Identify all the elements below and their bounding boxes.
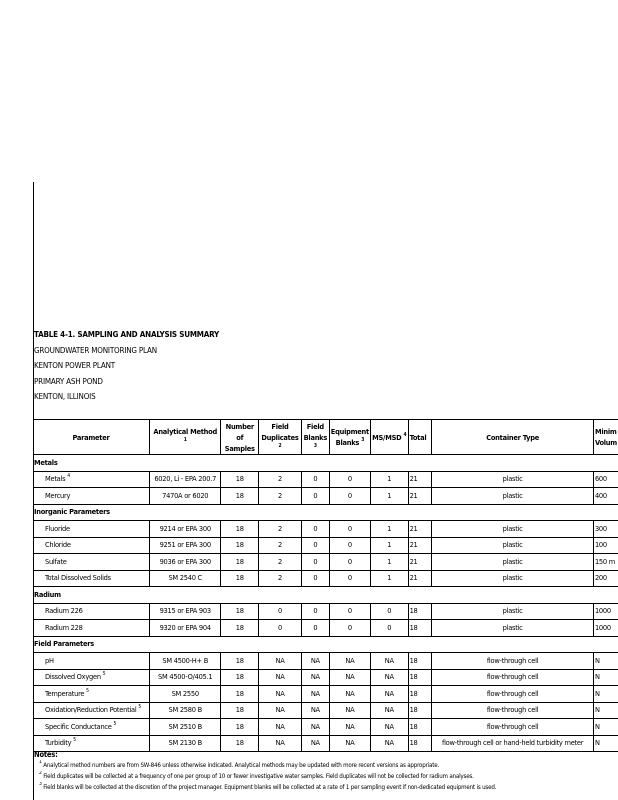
cell-samples: 18 [221,570,259,587]
cell-samples: 18 [221,488,259,505]
cell-volume: N [593,669,618,686]
cell-duplicates: NA [259,669,302,686]
cell-total: 21 [408,471,432,488]
cell-total: 18 [408,603,432,620]
cell-container: plastic [432,471,594,488]
cell-parameter: Chloride [33,537,149,554]
cell-container: flow-through cell [432,669,594,686]
cell-blanks: 0 [301,537,329,554]
cell-total: 18 [408,702,432,719]
cell-method: SM 2540 C [149,570,220,587]
cell-parameter: Temperature $^5$ [33,686,149,703]
cell-msmsd: NA [370,653,408,670]
header-line-2: KENTON POWER PLANT [34,361,115,370]
cell-volume: 1000 [593,620,618,637]
cell-volume: 100 [593,537,618,554]
table-row [33,603,618,620]
cell-equipment: NA [329,686,370,703]
cell-parameter: Radium 226 [33,603,149,620]
header-line-3: PRIMARY ASH POND [34,376,103,386]
cell-equipment: NA [329,702,370,719]
cell-blanks: 0 [301,521,329,538]
cell-duplicates: NA [259,702,302,719]
cell-total: 21 [408,554,432,571]
cell-duplicates: NA [259,735,302,752]
cell-samples: 18 [221,735,259,752]
cell-equipment: 0 [329,488,370,505]
note-1: $^1$ Analytical method numbers are from SW-846 unless otherwise indicated. Analytical methods may be updated with more recent versions as appropriate. [39,760,440,769]
cell-total: 21 [408,488,432,505]
sampling-analysis-table [33,419,618,752]
cell-samples: 18 [221,521,259,538]
cell-msmsd: NA [370,735,408,752]
col-total: Total [408,420,432,455]
cell-parameter: Metals $^4$ [33,471,149,488]
cell-samples: 18 [221,669,259,686]
cell-msmsd: 1 [370,488,408,505]
table-row [33,521,618,538]
cell-volume: 200 [593,570,618,587]
cell-duplicates: NA [259,719,302,736]
table-row [33,570,618,587]
cell-container: flow-through cell [432,702,594,719]
cell-samples: 18 [221,719,259,736]
notes-block [34,749,618,793]
cell-equipment: NA [329,669,370,686]
cell-equipment: 0 [329,537,370,554]
cell-volume: N [593,735,618,752]
cell-msmsd: 0 [370,620,408,637]
cell-total: 21 [408,521,432,538]
cell-equipment: 0 [329,554,370,571]
col-number-of-samples: Number of Samples [221,420,259,455]
header-line-4: KENTON, ILLINOIS [34,392,96,401]
cell-container: flow-through cell [432,686,594,703]
cell-method: 6020, Li - EPA 200.7 [149,471,220,488]
cell-equipment: 0 [329,471,370,488]
cell-total: 18 [408,719,432,736]
cell-equipment: 0 [329,620,370,637]
cell-equipment: 0 [329,521,370,538]
cell-volume: 150 m [593,554,618,571]
group-row [33,504,618,521]
table-row [33,554,618,571]
cell-samples: 18 [221,471,259,488]
cell-container: plastic [432,488,594,505]
col-container-type: Container Type [432,420,594,455]
cell-msmsd: 1 [370,554,408,571]
cell-equipment: NA [329,719,370,736]
table-row [33,702,618,719]
cell-parameter: Specific Conductance $^5$ [33,719,149,736]
cell-blanks: 0 [301,620,329,637]
cell-method: 9320 or EPA 904 [149,620,220,637]
cell-parameter: Oxidation/Reduction Potential $^5$ [33,702,149,719]
cell-volume: N [593,719,618,736]
cell-equipment: 0 [329,603,370,620]
cell-samples: 18 [221,537,259,554]
cell-total: 21 [408,537,432,554]
cell-total: 18 [408,669,432,686]
cell-volume: N [593,653,618,670]
cell-volume: 300 [593,521,618,538]
cell-duplicates: 2 [259,570,302,587]
cell-msmsd: 1 [370,537,408,554]
header-line-1: GROUNDWATER MONITORING PLAN [34,345,157,355]
cell-volume: N [593,702,618,719]
cell-method: 9214 or EPA 300 [149,521,220,538]
cell-samples: 18 [221,653,259,670]
cell-msmsd: NA [370,669,408,686]
cell-duplicates: 2 [259,471,302,488]
table-title: TABLE 4-1. SAMPLING AND ANALYSIS SUMMARY [34,330,220,339]
cell-blanks: NA [301,653,329,670]
cell-method: SM 2550 [149,686,220,703]
notes-label: Notes: [34,750,58,759]
cell-volume: 1000 [593,603,618,620]
cell-samples: 18 [221,686,259,703]
col-minimum-volume: Minim Volum [593,420,618,455]
cell-msmsd: NA [370,702,408,719]
group-label: Inorganic Parameters [33,504,618,521]
cell-blanks: 0 [301,570,329,587]
cell-parameter: Fluoride [33,521,149,538]
cell-equipment: NA [329,735,370,752]
cell-method: SM 2510 B [149,719,220,736]
cell-parameter: Radium 228 [33,620,149,637]
cell-method: 7470A or 6020 [149,488,220,505]
cell-container: plastic [432,620,594,637]
cell-container: plastic [432,521,594,538]
cell-samples: 18 [221,702,259,719]
cell-blanks: NA [301,686,329,703]
cell-duplicates: 2 [259,488,302,505]
cell-volume: 600 [593,471,618,488]
table-row [33,653,618,670]
cell-samples: 18 [221,554,259,571]
cell-container: plastic [432,554,594,571]
table-header-block [34,327,219,405]
cell-msmsd: 1 [370,521,408,538]
cell-container: plastic [432,537,594,554]
cell-msmsd: NA [370,686,408,703]
note-2: $^2$ Field duplicates will be collected at a frequency of one per group of 10 or fewer investigative water samples. Field duplicates will not be collected for radium analyses. [39,771,474,780]
cell-equipment: NA [329,653,370,670]
cell-container: plastic [432,570,594,587]
table-row [33,719,618,736]
cell-method: SM 2130 B [149,735,220,752]
table-row [33,471,618,488]
cell-container: flow-through cell [432,653,594,670]
cell-blanks: 0 [301,488,329,505]
col-ms-msd: MS/MSD $^4$ [370,420,408,455]
cell-blanks: 0 [301,471,329,488]
cell-parameter: Mercury [33,488,149,505]
cell-method: 9315 or EPA 903 [149,603,220,620]
cell-parameter: Total Dissolved Solids [33,570,149,587]
cell-volume: N [593,686,618,703]
cell-method: SM 4500-H+ B [149,653,220,670]
col-analytical-method: Analytical Method $^1$ [149,420,220,455]
cell-container: flow-through cell or hand-held turbidity meter [432,735,594,752]
cell-total: 18 [408,653,432,670]
cell-duplicates: NA [259,686,302,703]
table-row [33,488,618,505]
cell-total: 18 [408,620,432,637]
cell-parameter: pH [33,653,149,670]
cell-blanks: NA [301,735,329,752]
note-3: $^3$ Field blanks will be collected at the discretion of the project manager. Equipment blanks will be collected at a rate of 1 per sampling event if non-dedicated equipment is used. [39,782,497,791]
cell-method: SM 2580 B [149,702,220,719]
col-field-blanks: Field Blanks $^3$ [301,420,329,455]
cell-parameter: Dissolved Oxygen $^5$ [33,669,149,686]
cell-duplicates: 2 [259,521,302,538]
group-label: Radium [33,587,618,604]
col-parameter: Parameter [33,420,149,455]
cell-blanks: NA [301,719,329,736]
group-row [33,636,618,653]
col-field-duplicates: Field Duplicates $^2$ [259,420,302,455]
table-body [33,455,618,752]
cell-method: SM 4500-O/405.1 [149,669,220,686]
cell-samples: 18 [221,603,259,620]
group-row [33,587,618,604]
column-header-row [33,420,618,455]
group-label: Metals [33,455,618,472]
cell-msmsd: NA [370,719,408,736]
cell-blanks: NA [301,702,329,719]
table-row [33,537,618,554]
cell-msmsd: 1 [370,471,408,488]
cell-duplicates: 0 [259,603,302,620]
cell-blanks: 0 [301,554,329,571]
cell-duplicates: 0 [259,620,302,637]
cell-parameter: Turbidity $^5$ [33,735,149,752]
cell-blanks: NA [301,669,329,686]
cell-total: 18 [408,686,432,703]
cell-equipment: 0 [329,570,370,587]
cell-msmsd: 0 [370,603,408,620]
group-row [33,455,618,472]
cell-duplicates: 2 [259,554,302,571]
cell-total: 18 [408,735,432,752]
table-row [33,669,618,686]
cell-parameter: Sulfate [33,554,149,571]
cell-duplicates: NA [259,653,302,670]
cell-container: flow-through cell [432,719,594,736]
cell-container: plastic [432,603,594,620]
table-row [33,686,618,703]
cell-blanks: 0 [301,603,329,620]
cell-samples: 18 [221,620,259,637]
cell-msmsd: 1 [370,570,408,587]
cell-total: 21 [408,570,432,587]
col-equipment-blanks: Equipment Blanks $^3$ [329,420,370,455]
cell-method: 9251 or EPA 300 [149,537,220,554]
group-label: Field Parameters [33,636,618,653]
cell-volume: 400 [593,488,618,505]
table-row [33,620,618,637]
cell-duplicates: 2 [259,537,302,554]
cell-method: 9036 or EPA 300 [149,554,220,571]
